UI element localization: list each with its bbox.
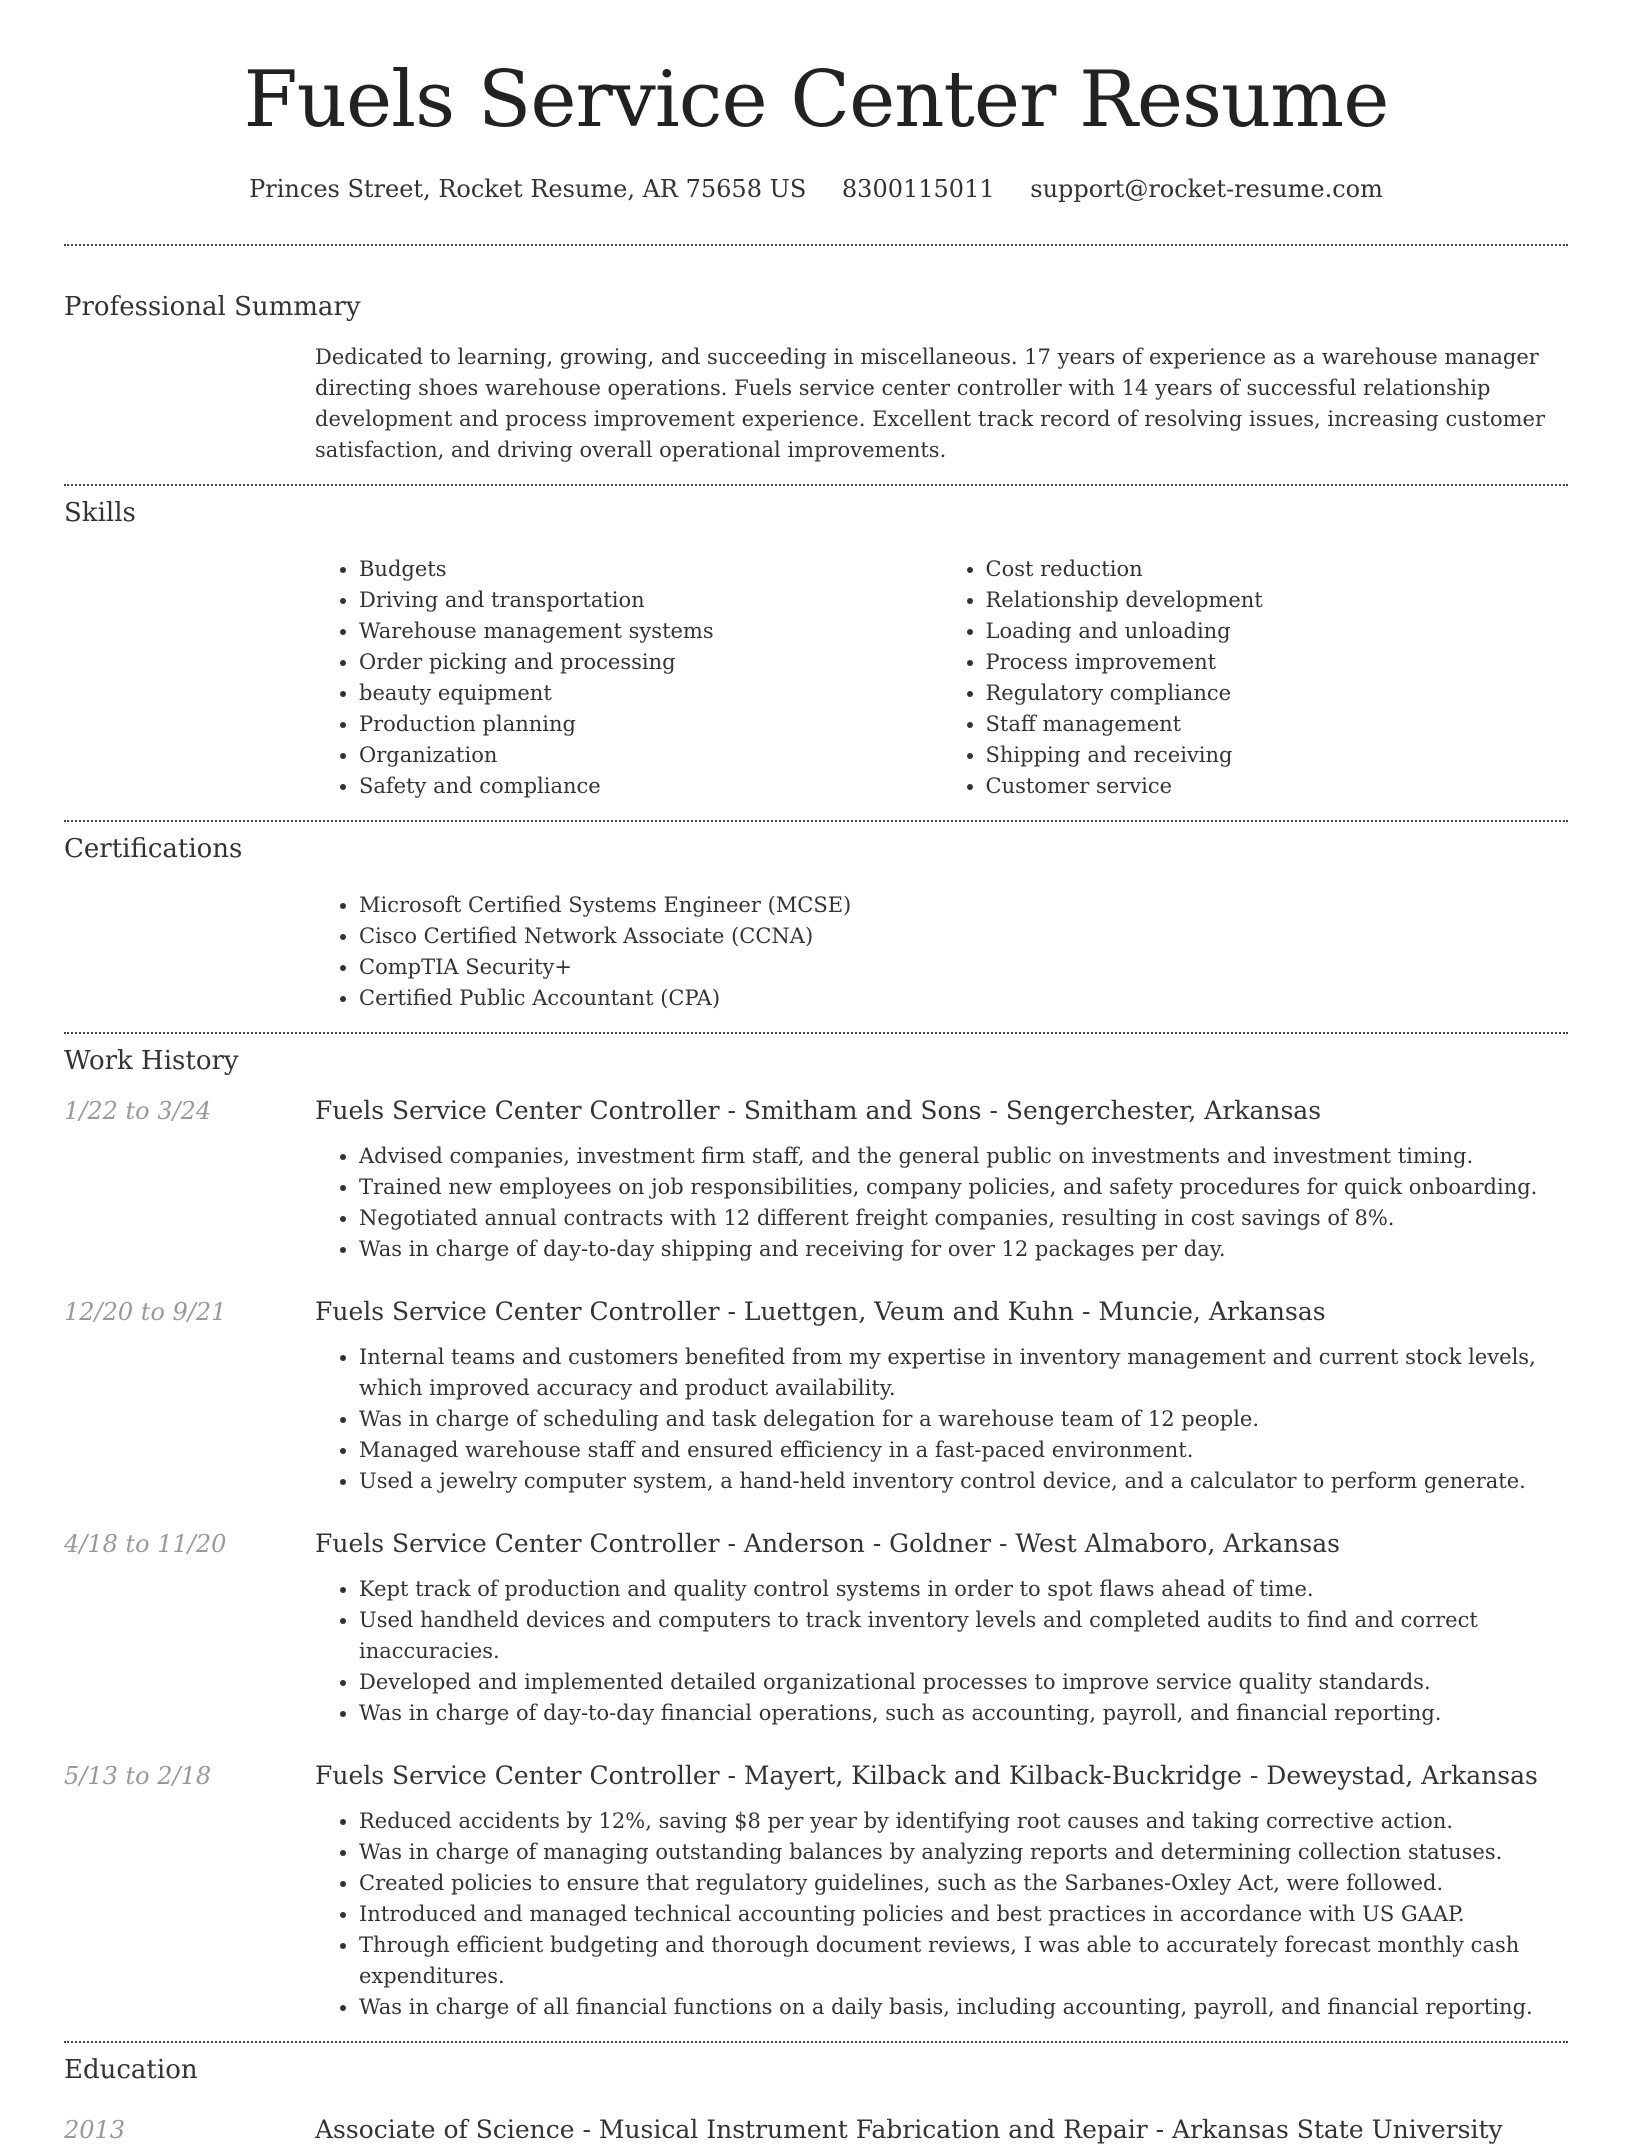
skill-item: • Cost reduction bbox=[986, 554, 1569, 585]
job-bullet: • Developed and implemented detailed organizational processes to improve service quality standards. bbox=[359, 1667, 1568, 1698]
job-entry bbox=[64, 1094, 1568, 1265]
job-bullets bbox=[315, 1574, 1568, 1729]
divider bbox=[64, 2041, 1568, 2043]
job-heading: Fuels Service Center Controller - Smitham and Sons - Sengerchester, Arkansas bbox=[315, 1096, 1322, 1125]
job-heading: Fuels Service Center Controller - Anderson - Goldner - West Almaboro, Arkansas bbox=[315, 1529, 1340, 1558]
job-bullet: • Reduced accidents by 12%, saving $8 per year by identifying root causes and taking corrective action. bbox=[359, 1806, 1568, 1837]
certifications-heading: Certifications bbox=[64, 834, 243, 864]
job-bullet: • Internal teams and customers benefited from my expertise in inventory management and current stock levels, which improved accuracy and product availability. bbox=[359, 1342, 1568, 1404]
education-degree: Associate of Science - Musical Instrument Fabrication and Repair - Arkansas State University bbox=[315, 2115, 1503, 2144]
job-dates: 4/18 to 11/20 bbox=[64, 1530, 227, 1558]
certifications-list bbox=[315, 890, 1568, 1014]
skills-list bbox=[315, 554, 1568, 802]
contact-line bbox=[64, 172, 1568, 206]
skill-item: • Budgets bbox=[359, 554, 942, 585]
resume-page bbox=[64, 0, 1568, 2147]
skill-item: • Warehouse management systems bbox=[359, 616, 942, 647]
job-dates: 5/13 to 2/18 bbox=[64, 1762, 212, 1790]
job-bullet: • Created policies to ensure that regulatory guidelines, such as the Sarbanes-Oxley Act, were followed. bbox=[359, 1868, 1568, 1899]
skill-item: • Process improvement bbox=[986, 647, 1569, 678]
job-bullet: • Trained new employees on job responsibilities, company policies, and safety procedures for quick onboarding. bbox=[359, 1172, 1568, 1203]
divider bbox=[64, 1032, 1568, 1034]
skill-item: • Production planning bbox=[359, 709, 942, 740]
job-entry bbox=[64, 1295, 1568, 1497]
skill-item: • Safety and compliance bbox=[359, 771, 942, 802]
job-bullet: • Used handheld devices and computers to track inventory levels and completed audits to find and correct inaccuracies. bbox=[359, 1605, 1568, 1667]
skill-item: • Driving and transportation bbox=[359, 585, 942, 616]
job-bullet: • Introduced and managed technical accounting policies and best practices in accordance with US GAAP. bbox=[359, 1899, 1568, 1930]
job-entry bbox=[64, 1759, 1568, 2023]
job-bullets bbox=[315, 1806, 1568, 2023]
job-bullet: • Used a jewelry computer system, a hand-held inventory control device, and a calculator to perform generate. bbox=[359, 1466, 1568, 1497]
certification-item: • Microsoft Certified Systems Engineer (MCSE) bbox=[359, 890, 1568, 921]
job-bullets bbox=[315, 1141, 1568, 1265]
certification-item: • Cisco Certified Network Associate (CCNA) bbox=[359, 921, 1568, 952]
job-dates: 1/22 to 3/24 bbox=[64, 1097, 212, 1125]
job-bullet: • Was in charge of all financial functions on a daily basis, including accounting, payroll, and financial reporting. bbox=[359, 1992, 1568, 2023]
summary-heading: Professional Summary bbox=[64, 292, 361, 322]
skill-item: • Staff management bbox=[986, 709, 1569, 740]
contact-address: Princes Street, Rocket Resume, AR 75658 US bbox=[249, 175, 807, 203]
job-bullets bbox=[315, 1342, 1568, 1497]
education-heading: Education bbox=[64, 2055, 198, 2085]
divider bbox=[64, 244, 1568, 246]
job-heading: Fuels Service Center Controller - Luettgen, Veum and Kuhn - Muncie, Arkansas bbox=[315, 1297, 1326, 1326]
skill-item: • Organization bbox=[359, 740, 942, 771]
education-date: 2013 bbox=[64, 2116, 126, 2144]
job-bullet: • Was in charge of scheduling and task delegation for a warehouse team of 12 people. bbox=[359, 1404, 1568, 1435]
divider bbox=[64, 484, 1568, 486]
work-history-heading: Work History bbox=[64, 1046, 239, 1076]
skills-column-left bbox=[315, 554, 942, 802]
work-history-list bbox=[64, 1094, 1568, 2023]
skill-item: • beauty equipment bbox=[359, 678, 942, 709]
certification-item: • CompTIA Security+ bbox=[359, 952, 1568, 983]
summary-text: Dedicated to learning, growing, and succeeding in miscellaneous. 17 years of experience as a warehouse manager directing shoes warehouse operations. Fuels service center controller with 14 years of successful relationship development and process improvement experience. Excellent track record of resolving issues, increasing customer satisfaction, and driving overall operational improvements. bbox=[315, 345, 1546, 462]
job-bullet: • Through efficient budgeting and thorough document reviews, I was able to accurately forecast monthly cash expenditures. bbox=[359, 1930, 1568, 1992]
divider bbox=[64, 820, 1568, 822]
skill-item: • Customer service bbox=[986, 771, 1569, 802]
education-entry bbox=[64, 2113, 1568, 2147]
skill-item: • Relationship development bbox=[986, 585, 1569, 616]
skills-heading: Skills bbox=[64, 498, 136, 528]
certification-item: • Certified Public Accountant (CPA) bbox=[359, 983, 1568, 1014]
contact-email[interactable]: support@rocket-resume.com bbox=[1030, 175, 1383, 203]
job-dates: 12/20 to 9/21 bbox=[64, 1298, 227, 1326]
job-bullet: • Was in charge of day-to-day financial operations, such as accounting, payroll, and financial reporting. bbox=[359, 1698, 1568, 1729]
skill-item: • Shipping and receiving bbox=[986, 740, 1569, 771]
job-bullet: • Was in charge of day-to-day shipping and receiving for over 12 packages per day. bbox=[359, 1234, 1568, 1265]
skill-item: • Loading and unloading bbox=[986, 616, 1569, 647]
job-bullet: • Managed warehouse staff and ensured efficiency in a fast-paced environment. bbox=[359, 1435, 1568, 1466]
resume-title: Fuels Service Center Resume bbox=[243, 55, 1389, 145]
skill-item: • Regulatory compliance bbox=[986, 678, 1569, 709]
job-bullet: • Was in charge of managing outstanding balances by analyzing reports and determining collection statuses. bbox=[359, 1837, 1568, 1868]
job-entry bbox=[64, 1527, 1568, 1729]
job-bullet: • Advised companies, investment firm staff, and the general public on investments and investment timing. bbox=[359, 1141, 1568, 1172]
skill-item: • Order picking and processing bbox=[359, 647, 942, 678]
job-bullet: • Kept track of production and quality control systems in order to spot flaws ahead of time. bbox=[359, 1574, 1568, 1605]
contact-phone: 8300115011 bbox=[841, 175, 995, 203]
skills-column-right bbox=[942, 554, 1569, 802]
job-heading: Fuels Service Center Controller - Mayert, Kilback and Kilback-Buckridge - Deweystad, Arkansas bbox=[315, 1761, 1538, 1790]
job-bullet: • Negotiated annual contracts with 12 different freight companies, resulting in cost savings of 8%. bbox=[359, 1203, 1568, 1234]
